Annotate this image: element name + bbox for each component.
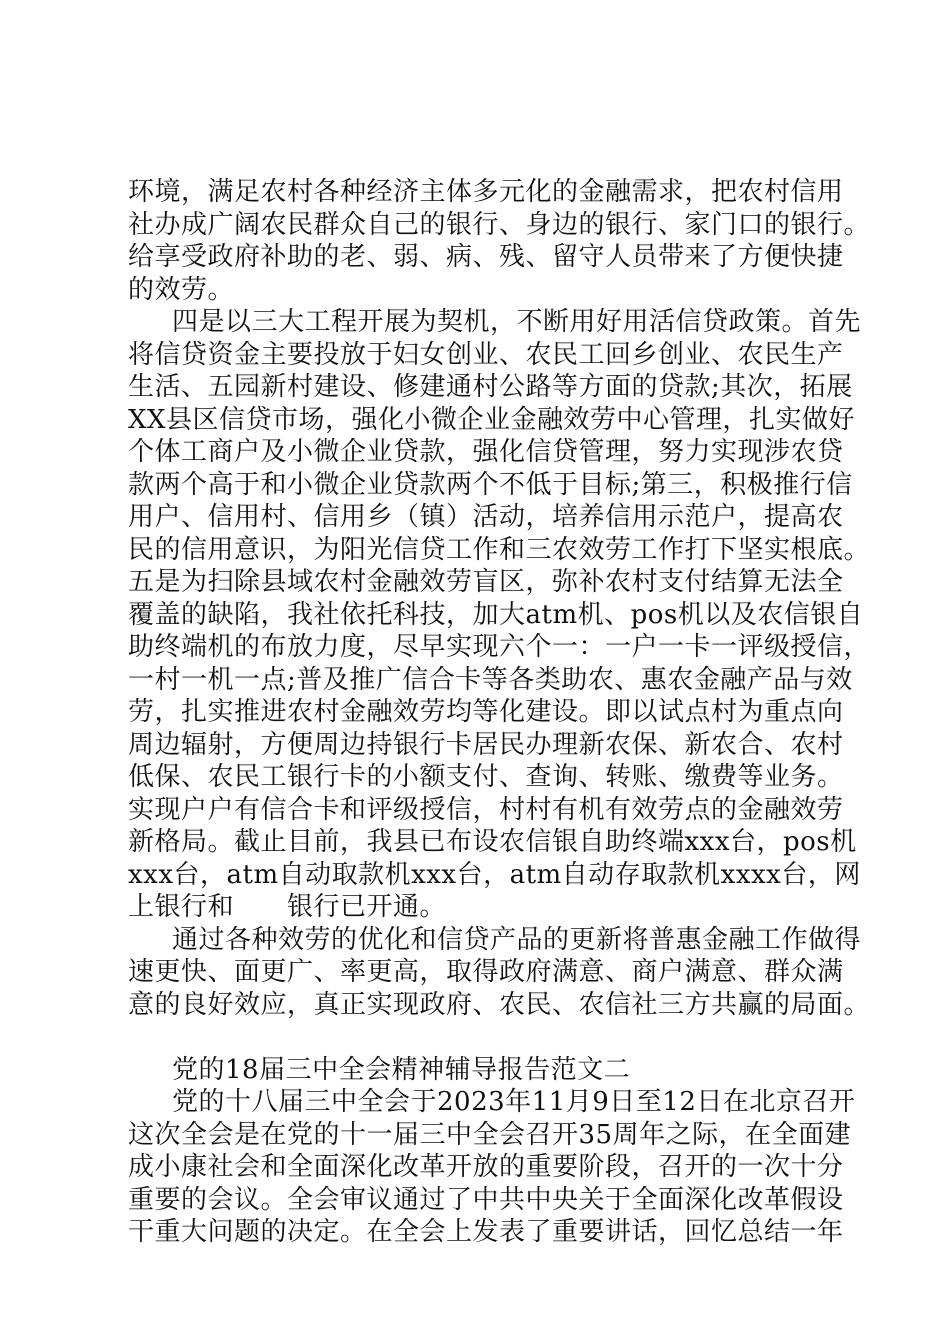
paragraph-rural-finance-continued xyxy=(128,176,871,306)
text-line: 助终端机的布放力度，尽早实现六个一：一户一卡一评级授信， xyxy=(128,632,871,662)
text-line: 五是为扫除县域农村金融效劳盲区，弥补农村支付结算无法全 xyxy=(128,567,844,597)
text-line: 民的信用意识，为阳光信贷工作和三农效劳工作打下坚实根底。 xyxy=(128,534,871,565)
section-heading: 党的18届三中全会精神辅导报告范文二 xyxy=(172,1054,631,1085)
text-line: 低保、农民工银行卡的小额支付、查询、转账、缴费等业务。 xyxy=(128,762,844,792)
text-line: 用户、信用村、信用乡（镇）活动，培养信用示范户，提高农 xyxy=(128,502,844,532)
text-line: 干重大问题的决定。在全会上发表了重要讲话，回忆总结一年 xyxy=(128,1217,844,1247)
text-line: 重要的会议。全会审议通过了中共中央关于全面深化改革假设 xyxy=(128,1184,844,1215)
text-line: 党的十八届三中全会于2023年11月9日至12日在北京召开 xyxy=(172,1087,856,1117)
paragraph-inclusive-finance xyxy=(128,924,871,1022)
text-line: 社办成广阔农民群众自己的银行、身边的银行、家门口的银行。 xyxy=(128,209,871,240)
text-line: 这次全会是在党的十一届三中全会召开35周年之际，在全面建 xyxy=(128,1119,852,1150)
paragraph-plenary-session xyxy=(128,1086,856,1249)
text-line: 周边辐射，方便周边持银行卡居民办理新农保、新农合、农村 xyxy=(128,729,844,760)
text-line: 上银行和 银行已开通。 xyxy=(128,892,447,922)
text-line: 四是以三大工程开展为契机，不断用好用活信贷政策。首先 xyxy=(172,307,862,337)
text-line: 的效劳。 xyxy=(128,274,235,305)
text-line: 意的良好效应，真正实现政府、农民、农信社三方共赢的局面。 xyxy=(128,989,871,1020)
text-line: 生活、五园新村建设、修建通村公路等方面的贷款;其次，拓展 xyxy=(128,372,853,402)
text-line: 个体工商户及小微企业贷款，强化信贷管理，努力实现涉农贷 xyxy=(128,437,844,467)
text-line: 通过各种效劳的优化和信贷产品的更新将普惠金融工作做得 xyxy=(172,924,862,955)
text-line: 新格局。截止目前，我县已布设农信银自助终端xxx台，pos机 xyxy=(128,827,857,857)
paragraph-credit-policy xyxy=(128,306,871,924)
text-line: xxx台，atm自动取款机xxx台，atm自动存取款机xxxx台，网 xyxy=(128,859,861,890)
text-line: XX县区信贷市场，强化小微企业金融效劳中心管理，扎实做好 xyxy=(128,404,856,435)
text-line: 给享受政府补助的老、弱、病、残、留守人员带来了方便快捷 xyxy=(128,242,844,272)
document-body xyxy=(128,176,871,1249)
text-line: 环境，满足农村各种经济主体多元化的金融需求，把农村信用 xyxy=(128,177,844,207)
text-line: 一村一机一点;普及推广信合卡等各类助农、惠农金融产品与效 xyxy=(128,664,853,695)
text-line: 速更快、面更广、率更高，取得政府满意、商户满意、群众满 xyxy=(128,957,844,987)
text-line: 成小康社会和全面深化改革开放的重要阶段，召开的一次十分 xyxy=(128,1152,844,1182)
paragraph-spacer xyxy=(128,1021,838,1054)
text-line: 将信贷资金主要投放于妇女创业、农民工回乡创业、农民生产 xyxy=(128,339,844,370)
text-line: 款两个高于和小微企业贷款两个不低于目标;第三，积极推行信 xyxy=(128,469,853,500)
text-line: 覆盖的缺陷，我社依托科技，加大atm机、pos机以及农信银自 xyxy=(128,599,864,630)
text-line: 劳，扎实推进农村金融效劳均等化建设。即以试点村为重点向 xyxy=(128,697,844,727)
text-line: 实现户户有信合卡和评级授信，村村有机有效劳点的金融效劳 xyxy=(128,794,844,825)
